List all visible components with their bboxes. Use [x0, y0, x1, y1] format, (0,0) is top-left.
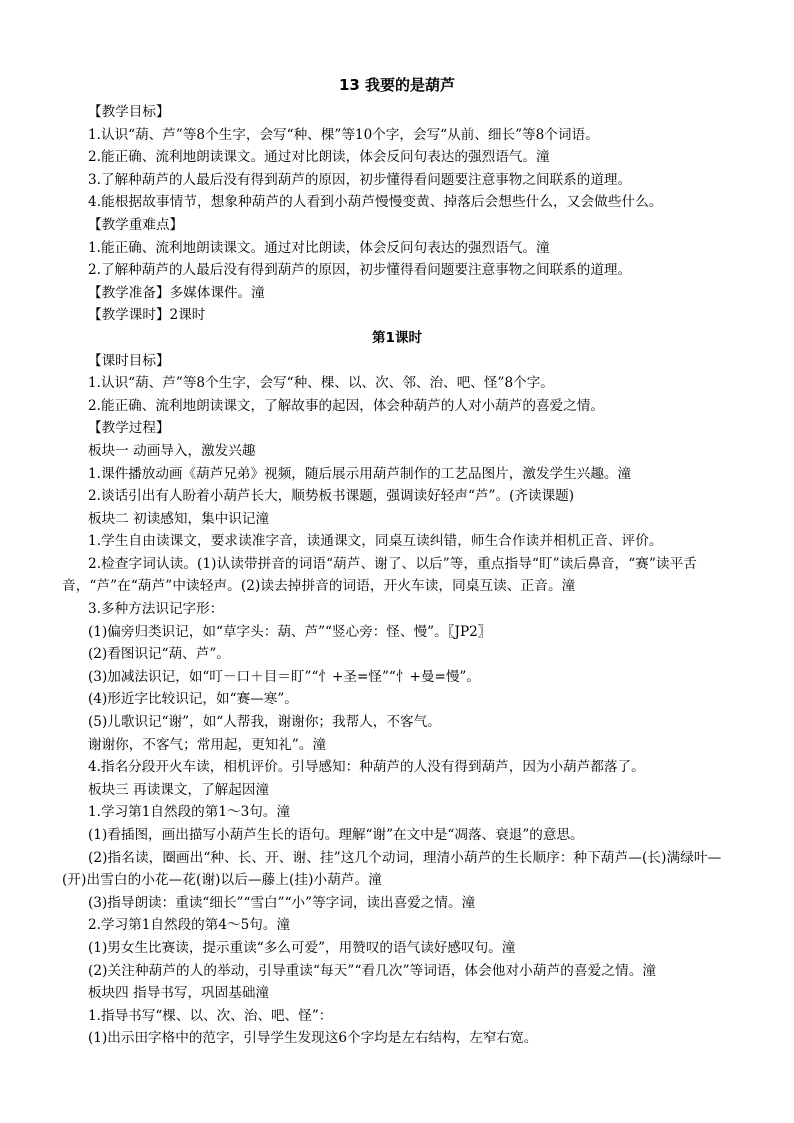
section-heading: 【教学目标】 [88, 104, 170, 120]
paragraph: 4.能根据故事情节，想象种葫芦的人看到小葫芦慢慢变黄、掉落后会想些什么，又会做些什么。 [88, 194, 663, 211]
paragraph: 4.指名分段开火车读，相机评价。引导感知：种葫芦的人没有得到葫芦，因为小葫芦都落了。 [88, 759, 645, 776]
list-item: (3)指导朗读：重读“细长”“雪白”“小”等字词，读出喜爱之情。潼 [88, 894, 476, 911]
list-item: (1)看插图，画出描写小葫芦生长的语句。理解“谢”在文中是“凋落、衰退”的意思。 [88, 827, 584, 843]
paragraph: 2.学习第1自然段的第4～5句。潼 [88, 917, 291, 934]
document-body [62, 101, 732, 1050]
paragraph: 1.认识“葫、芦”等8个生字，会写“种、棵、以、次、邻、治、吧、怪”8个字。 [88, 375, 554, 392]
section-heading: 【教学重难点】 [88, 216, 184, 233]
paragraph: 1.认识“葫、芦”等8个生字，会写“种、棵”等10个字，会写“从前、细长”等8个词语。 [88, 126, 599, 143]
block-heading: 板块三 再读课文，了解起因潼 [88, 781, 270, 798]
paragraph: 2.能正确、流利地朗读课文。通过对比朗读，体会反问句表达的强烈语气。潼 [88, 149, 550, 166]
paragraph: 2.了解种葫芦的人最后没有得到葫芦的原因，初步懂得看问题要注意事物之间联系的道理。 [88, 262, 632, 279]
section-heading: 【教学准备】多媒体课件。潼 [88, 284, 265, 301]
paragraph: 2.能正确、流利地朗读课文，了解故事的起因，体会种葫芦的人对小葫芦的喜爱之情。 [88, 397, 604, 414]
list-item: (5)儿歌识记“谢”，如“人帮我，谢谢你；我帮人，不客气。 [88, 714, 441, 731]
paragraph: 1.能正确、流利地朗读课文。通过对比朗读，体会反问句表达的强烈语气。潼 [88, 239, 550, 256]
lesson-heading: 第1课时 [372, 329, 422, 346]
paragraph: 2.谈话引出有人盼着小葫芦长大，顺势板书课题，强调读好轻声“芦”。(齐读课题) [88, 488, 575, 505]
paragraph: 3.了解种葫芦的人最后没有得到葫芦的原因，初步懂得看问题要注意事物之间联系的道理。 [88, 171, 632, 188]
paragraph: 1.课件播放动画《葫芦兄弟》视频，随后展示用葫芦制作的工艺品图片，激发学生兴趣。潼 [88, 465, 632, 482]
block-heading: 板块二 初读感知，集中识记潼 [88, 510, 270, 527]
list-item: (2)看图识记“葫、芦”。 [88, 646, 230, 663]
list-item: 谢谢你，不客气；常用起，更知礼”。潼 [88, 736, 327, 753]
document-title: 13 我要的是葫芦 [338, 76, 456, 94]
block-heading: 板块一 动画导入，激发兴趣 [88, 442, 256, 459]
section-heading: 【教学课时】2课时 [88, 307, 206, 324]
list-item: (3)加减法识记，如“叮－口＋目＝盯”“忄+圣=怪”“忄+曼=慢”。 [88, 668, 480, 685]
paragraph: 1.学习第1自然段的第1～3句。潼 [88, 804, 291, 821]
list-item: (4)形近字比较识记，如“赛—寒”。 [88, 691, 298, 708]
paragraph: 1.学生自由读课文，要求读准字音，读通课文，同桌互读纠错，师生合作读并相机正音、评价。 [88, 533, 663, 550]
section-heading: 【教学过程】 [88, 420, 170, 437]
paragraph: 3.多种方法识记字形： [88, 601, 224, 618]
block-heading: 板块四 指导书写，巩固基础潼 [88, 985, 270, 1002]
section-heading: 【课时目标】 [88, 352, 170, 369]
list-item: (2)关注种葫芦的人的举动，引导重读“每天”“看几次”等词语，体会他对小葫芦的喜爱之情。潼 [88, 962, 657, 979]
list-item: (2)指名读，圈画出“种、长、开、谢、挂”这几个动词，理清小葫芦的生长顺序：种下葫芦—(长)满绿叶—(开)出雪白的小花—花(谢)以后—藤上(挂)小葫芦。潼 [62, 849, 722, 889]
list-item: (1)偏旁归类识记，如“草字头：葫、芦”“竖心旁：怪、慢”。〖JP2〗 [88, 623, 492, 640]
list-item: (1)男女生比赛读，提示重读“多么可爱”，用赞叹的语气读好感叹句。潼 [88, 939, 516, 956]
list-item: (1)出示田字格中的范字，引导学生发现这6个字均是左右结构，左窄右宽。 [88, 1030, 538, 1047]
paragraph: 1.指导书写“棵、以、次、治、吧、怪”： [88, 1007, 333, 1024]
paragraph: 2.检查字词认读。(1)认读带拼音的词语“葫芦、谢了、以后”等，重点指导“盯”读后鼻音，“赛”读平舌音，“芦”在“葫芦”中读轻声。(2)读去掉拼音的词语，开火车读，同桌互读、正音。潼 [62, 555, 698, 595]
